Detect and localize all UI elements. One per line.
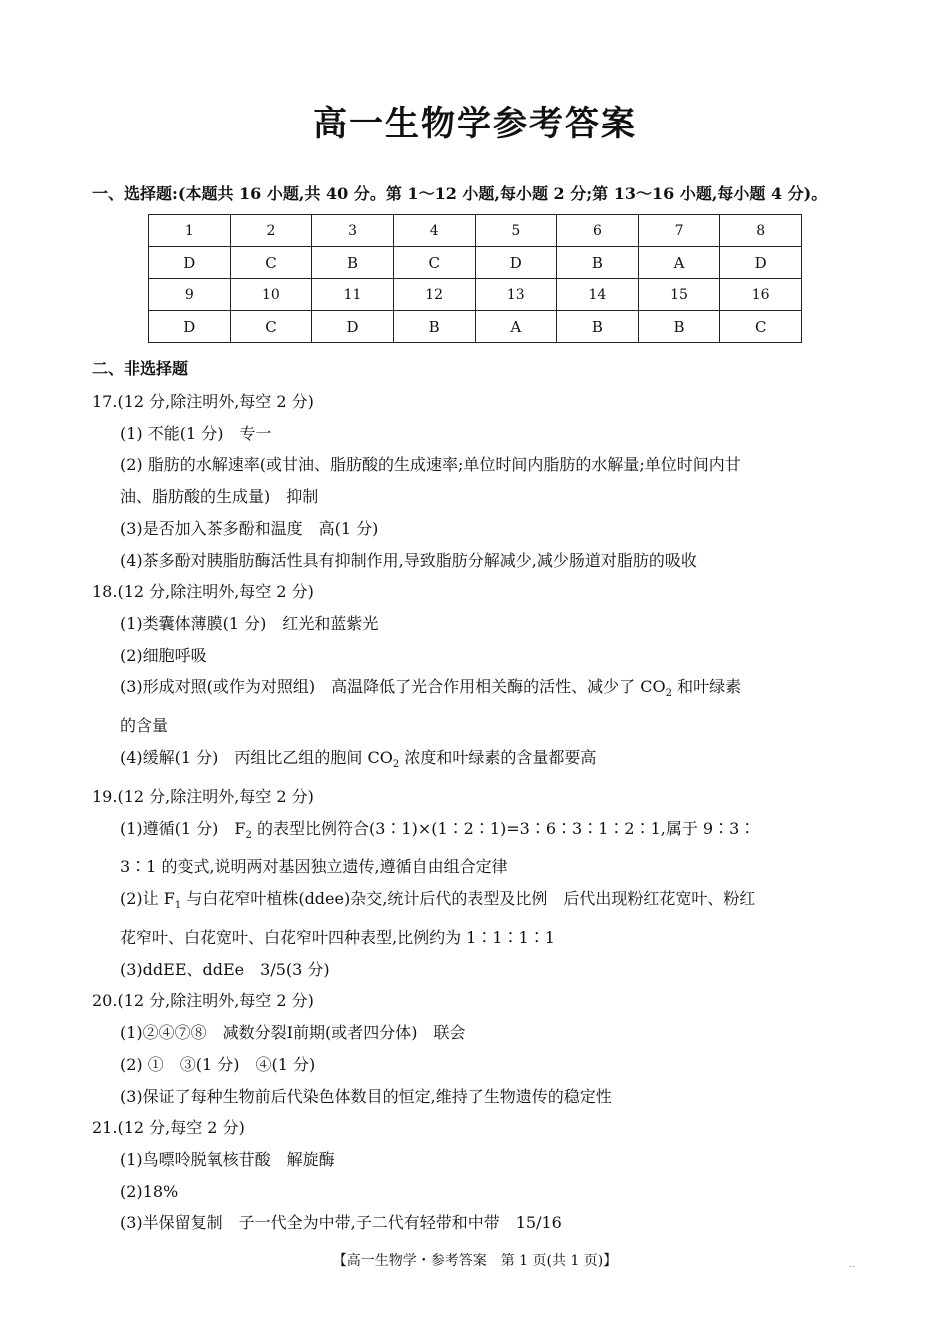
question-20-heading: 20.(12 分,除注明外,每空 2 分): [92, 991, 314, 1011]
answer-cell: B: [557, 311, 639, 343]
section2-heading: 二、非选择题: [92, 359, 189, 378]
question-number: 1: [149, 215, 231, 247]
question-17-heading: 17.(12 分,除注明外,每空 2 分): [92, 392, 314, 411]
answer-cell: C: [230, 247, 312, 279]
question-number: 10: [230, 279, 312, 311]
answer-table: [148, 214, 802, 343]
question-number: 14: [557, 279, 639, 311]
answer-text: 的表型比例符合(3∶1)×(1∶2∶1)=3∶6∶3∶1∶2∶1,属于 9∶3∶: [251, 818, 756, 838]
answer-line: (3)是否加入茶多酚和温度 高(1 分): [120, 518, 379, 538]
question-19-heading: 19.(12 分,除注明外,每空 2 分): [92, 786, 314, 806]
answer-text: 和叶绿素: [671, 677, 742, 697]
answer-cell: C: [393, 247, 475, 279]
answer-line: 的含量: [120, 716, 169, 736]
answer-cell: C: [230, 311, 312, 343]
answer-line: [92, 742, 867, 781]
answer-line: (1)②④⑦⑧ 减数分裂Ⅰ前期(或者四分体) 联会: [120, 1023, 466, 1043]
answer-line: (2)细胞呼吸: [120, 645, 207, 665]
table-row: [149, 279, 802, 311]
answer-line: 3∶1 的变式,说明两对基因独立遗传,遵循自由组合定律: [120, 857, 508, 877]
question-number: 7: [638, 215, 720, 247]
answer-cell: D: [149, 311, 231, 343]
answer-line: (1) 不能(1 分) 专一: [120, 423, 272, 443]
answer-line: (1)鸟嘌呤脱氧核苷酸 解旋酶: [120, 1149, 335, 1169]
subscript: 2: [665, 688, 672, 700]
answer-cell: D: [149, 247, 231, 279]
answer-line: 花窄叶、白花宽叶、白花窄叶四种表型,比例约为 1∶1∶1∶1: [120, 928, 555, 947]
subscript: 2: [392, 759, 400, 771]
answer-line: (1)类囊体薄膜(1 分) 红光和蓝紫光: [120, 613, 379, 633]
page-title: 高一生物学参考答案: [313, 104, 637, 144]
subscript: 1: [174, 900, 182, 912]
answer-line: (2)18%: [120, 1181, 179, 1201]
answer-text: (1)遵循(1 分) F: [120, 818, 246, 838]
answer-text: (3)形成对照(或作为对照组) 高温降低了光合作用相关酶的活性、减少了 CO: [120, 677, 666, 697]
answer-cell: B: [393, 311, 475, 343]
answer-body: [92, 386, 867, 1239]
question-18-heading: 18.(12 分,除注明外,每空 2 分): [92, 582, 314, 602]
question-21-heading: 21.(12 分,每空 2 分): [92, 1118, 245, 1138]
table-row: [149, 247, 802, 279]
answer-cell: B: [557, 247, 639, 279]
answer-line: (3)半保留复制 子一代全为中带,子二代有轻带和中带 15/16: [120, 1213, 562, 1233]
answer-line: 油、脂肪酸的生成量) 抑制: [120, 487, 319, 507]
answer-line: [92, 813, 867, 852]
answer-cell: D: [720, 247, 802, 279]
question-number: 11: [312, 279, 394, 311]
question-number: 2: [230, 215, 312, 247]
answer-line: (4)茶多酚对胰脂肪酶活性具有抑制作用,导致脂肪分解减少,减少肠道对脂肪的吸收: [120, 550, 697, 570]
question-number: 13: [475, 279, 557, 311]
question-number: 6: [557, 215, 639, 247]
question-number: 5: [475, 215, 557, 247]
question-number: 12: [393, 279, 475, 311]
question-number: 4: [393, 215, 475, 247]
answer-cell: C: [720, 311, 802, 343]
answer-text: (2)让 F: [120, 889, 175, 909]
question-number: 8: [720, 215, 802, 247]
section1-heading: 一、选择题:(本题共 16 小题,共 40 分。第 1～12 小题,每小题 2 分;第 13～16 小题,每小题 4 分)。: [92, 184, 828, 203]
answer-cell: B: [312, 247, 394, 279]
answer-line: (2) ① ③(1 分) ④(1 分): [120, 1054, 316, 1074]
subscript: 2: [245, 829, 252, 841]
answer-cell: A: [475, 311, 557, 343]
question-number: 3: [312, 215, 394, 247]
answer-cell: B: [638, 311, 720, 343]
question-number: 16: [720, 279, 802, 311]
table-row: [149, 215, 802, 247]
question-number: 15: [638, 279, 720, 311]
page-footer: 【高一生物学・参考答案 第 1 页(共 1 页)】: [332, 1253, 618, 1269]
answer-line: (2) 脂肪的水解速率(或甘油、脂肪酸的生成速率;单位时间内脂肪的水解量;单位时间内甘: [120, 455, 741, 475]
answer-text: 与白花窄叶植株(ddee)杂交,统计后代的表型及比例 后代出现粉红花宽叶、粉红: [181, 889, 756, 909]
answer-cell: A: [638, 247, 720, 279]
answer-cell: D: [312, 311, 394, 343]
answer-cell: D: [475, 247, 557, 279]
corner-mark: ··: [849, 1262, 856, 1273]
answer-text: (4)缓解(1 分) 丙组比乙组的胞间 CO: [120, 747, 393, 767]
answer-text: 浓度和叶绿素的含量都要高: [399, 747, 597, 767]
question-number: 9: [149, 279, 231, 311]
table-row: [149, 311, 802, 343]
answer-line: [92, 883, 867, 922]
answer-line: (3)ddEE、ddEe 3/5(3 分): [120, 959, 330, 979]
answer-line: [92, 671, 867, 710]
answer-line: (3)保证了每种生物前后代染色体数目的恒定,维持了生物遗传的稳定性: [120, 1086, 612, 1106]
